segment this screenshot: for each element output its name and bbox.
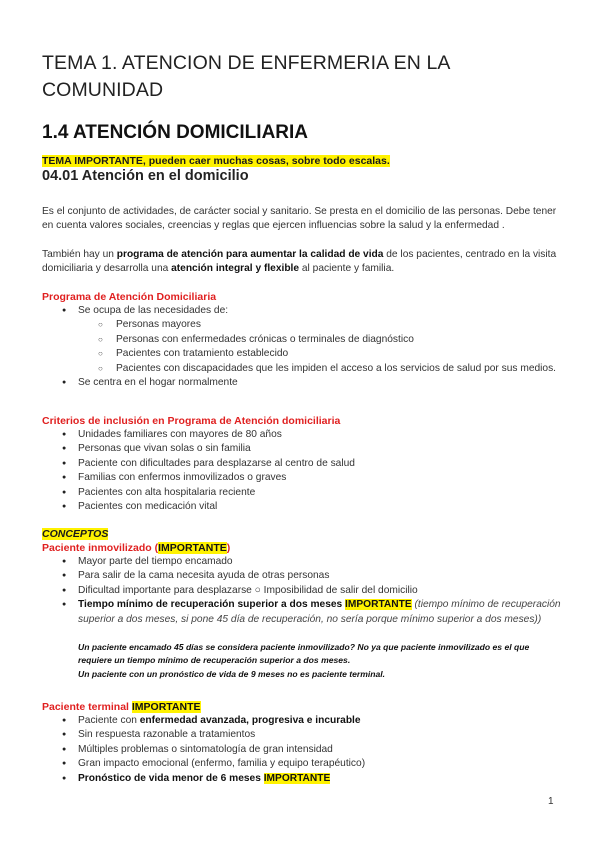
criteria-heading: Criterios de inclusión en Programa de Atención domiciliaria xyxy=(42,415,341,427)
list-item xyxy=(62,772,562,786)
list-item: ● Para salir de la cama necesita ayuda de otras personas xyxy=(62,569,562,583)
immobilized-min-time: Tiempo mínimo de recuperación superior a dos meses xyxy=(78,599,346,611)
terminal-item-1-bold: enfermedad avanzada, progresiva e incurable xyxy=(139,715,361,726)
list-item xyxy=(62,304,562,376)
intro-paragraph: Es el conjunto de actividades, de carácter social y sanitario. Se presta en el domicilio de las personas. Debe tener en cuenta valores sociales, creencias y reglas que ejercen influencias sobre la salud y la enfermedad . xyxy=(42,206,557,232)
important-note xyxy=(42,155,390,167)
list-item xyxy=(62,598,562,627)
list-item: ● Paciente con dificultades para desplazarse al centro de salud xyxy=(62,457,562,471)
terminal-item-1-text: Paciente con xyxy=(78,715,140,726)
intro-bold-integral: atención integral y flexible xyxy=(171,263,300,275)
terminal-important-tag: IMPORTANTE xyxy=(131,701,201,713)
intro-text-c: de los pacientes, centrado en la visita domiciliaria y desarrolla una xyxy=(42,249,557,275)
intro-paragraph-2 xyxy=(42,248,562,277)
immobilized-list xyxy=(62,555,562,627)
program-heading: Programa de Atención Domiciliaria xyxy=(42,291,217,303)
list-item: ○ Pacientes con tratamiento establecido xyxy=(78,347,562,361)
immobilized-example-1: Un paciente encamado 45 días se considera paciente inmovilizado? No ya que paciente inmovilizado es el que requiere un tiempo mínimo de recuperación superior a dos meses. xyxy=(78,642,530,666)
list-item xyxy=(62,714,562,728)
intro-text-a: También hay un xyxy=(42,249,117,260)
list-item: ○ Pacientes con discapacidades que les impiden el acceso a los servicios de salud por sus medios. xyxy=(78,362,562,376)
immobilized-min-time-note: (tiempo mínimo de recuperación superior a dos meses, si pone 45 día de recuperación, no sería porque mínimo superior a dos meses)) xyxy=(78,599,561,625)
concepts-label xyxy=(42,528,108,540)
immobilized-min-time-important-tag: IMPORTANTE xyxy=(345,599,412,611)
section-title: 1.4 ATENCIÓN DOMICILIARIA xyxy=(42,122,309,143)
document-title: TEMA 1. ATENCION DE ENFERMERIA EN LA COMUNIDAD xyxy=(42,52,450,101)
list-item: ● Mayor parte del tiempo encamado xyxy=(62,555,562,569)
page-number: 1 xyxy=(548,796,554,807)
immobilized-heading xyxy=(42,542,230,554)
concepts-label-text: CONCEPTOS xyxy=(42,528,109,540)
terminal-list xyxy=(62,714,562,786)
program-list xyxy=(62,304,562,390)
list-item: ○ Personas con enfermedades crónicas o terminales de diagnóstico xyxy=(78,333,562,347)
intro-text-e: al paciente y familia. xyxy=(299,263,395,275)
list-item: ● Pacientes con medicación vital xyxy=(62,500,562,514)
immobilized-important-tag: IMPORTANTE xyxy=(158,542,227,554)
immobilized-heading-text: Paciente inmovilizado ( xyxy=(42,542,159,554)
program-item-needs: Se ocupa de las necesidades de: xyxy=(78,305,229,316)
list-item: ● Familias con enfermos inmovilizados o graves xyxy=(62,471,562,485)
terminal-prognosis-important-tag: IMPORTANTE xyxy=(263,772,331,784)
terminal-heading-text: Paciente terminal xyxy=(42,701,132,713)
terminal-prognosis: Pronóstico de vida menor de 6 meses xyxy=(78,772,264,784)
intro-bold-quality: programa de atención para aumentar la calidad de vida xyxy=(116,249,384,260)
immobilized-example-2: Un paciente con un pronóstico de vida de 9 meses no es paciente terminal. xyxy=(78,669,386,679)
list-item: ● Sin respuesta razonable a tratamientos xyxy=(62,728,562,742)
list-item: ● Múltiples problemas o sintomatología de gran intensidad xyxy=(62,743,562,757)
list-item: ● Dificultad importante para desplazarse ○ Imposibilidad de salir del domicilio xyxy=(62,584,562,598)
terminal-heading xyxy=(42,701,201,713)
subsection-title: 04.01 Atención en el domicilio xyxy=(42,168,249,184)
criteria-list xyxy=(62,428,562,514)
list-item: ● Gran impacto emocional (enfermo, familia y equipo terapéutico) xyxy=(62,757,562,771)
program-sublist xyxy=(78,318,562,376)
list-item: ● Pacientes con alta hospitalaria reciente xyxy=(62,486,562,500)
immobilized-heading-end: ) xyxy=(226,542,231,554)
list-item: ○ Personas mayores xyxy=(78,318,562,332)
list-item: ● Unidades familiares con mayores de 80 años xyxy=(62,428,562,442)
important-note-text: TEMA IMPORTANTE, pueden caer muchas cosas, sobre todo escalas. xyxy=(42,155,390,167)
list-item: ● Se centra en el hogar normalmente xyxy=(62,376,562,390)
list-item: ● Personas que vivan solas o sin familia xyxy=(62,442,562,456)
